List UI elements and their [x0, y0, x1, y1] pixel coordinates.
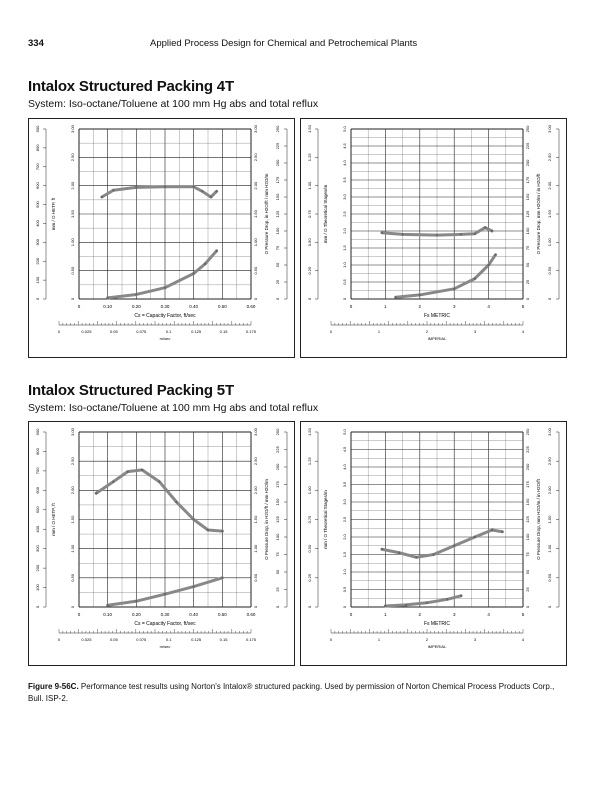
- c0-data-point: [106, 297, 108, 299]
- c0-y-left-tick-label: 1.00: [70, 238, 75, 247]
- chart-4t-cs: [28, 118, 295, 358]
- c3-y-left-tick-label: 2.5: [342, 516, 347, 523]
- c0-y-right-tick-label: 0.50: [253, 266, 258, 275]
- c1-y-mm-tick-label: 0: [307, 297, 312, 301]
- c1-y-right-tick-label: 225: [525, 142, 530, 150]
- c0-y-right-mm-tick-label: 75: [275, 245, 280, 251]
- c3-y-right-tick-label: 125: [525, 516, 530, 523]
- c3-x2-tick-label: 1: [377, 637, 381, 642]
- c1-series-pressure-drop-line: [396, 255, 496, 297]
- c2-y-mm-tick-label: 600: [35, 486, 40, 494]
- c0-x-tick-label: 0.20: [131, 304, 141, 309]
- c0-x-tick-label: 0.50: [217, 304, 227, 309]
- c2-y-mm-tick-label: 500: [35, 506, 40, 514]
- section-subtitle-4t: System: Iso-octane/Toluene at 100 mm Hg abs and total reflux: [28, 98, 319, 110]
- c1-y-left-tick-label: 2.5: [342, 211, 347, 217]
- c0-x-tick-label: 0.30: [160, 304, 170, 309]
- c2-y-mm-tick-label: 200: [35, 564, 40, 572]
- c2-x2-tick-label: 0.05: [109, 637, 118, 642]
- c1-x-tick-label: 0: [349, 304, 353, 309]
- c1-x2-tick-label: 3: [473, 329, 477, 334]
- c0-y-left-tick-label: 1.50: [70, 210, 75, 218]
- c1-y-left-label: mm / O Theoretical Stages/m: [323, 184, 328, 244]
- c1-y-right-tick-label: 0: [525, 297, 530, 301]
- c1-data-point: [453, 288, 455, 290]
- c0-y-right-mm-tick-label: 225: [275, 142, 280, 150]
- c3-y-mm-tick-label: 1.50: [307, 428, 312, 436]
- c1-y-left-tick-label: 2.0: [342, 228, 347, 234]
- c3-y-right-mm-tick-label: 3.00: [547, 428, 552, 436]
- c1-y-left-tick-label: 1.0: [342, 262, 347, 268]
- c2-x-label: Cs = Capacity Factor, ft/sec: [134, 621, 196, 627]
- c2-y-left-tick-label: 1.00: [70, 544, 75, 553]
- c2-data-point: [141, 469, 143, 471]
- c3-y-right-mm-tick-label: 1.50: [547, 515, 552, 524]
- c1-y-left-tick-label: 1.5: [342, 245, 347, 251]
- c3-y-left-tick-label: 2.0: [342, 534, 347, 540]
- c3-x-tick-label: 5: [521, 612, 525, 617]
- c2-data-point: [192, 518, 194, 520]
- c1-y-right-tick-label: 100: [525, 227, 530, 235]
- c0-y-left-tick-label: 0: [70, 297, 75, 301]
- c2-x-tick-label: 0.40: [189, 612, 199, 617]
- c2-data-point: [112, 480, 114, 482]
- c1-y-right-tick-label: 125: [525, 210, 530, 218]
- chart-5t-cs-svg: [29, 422, 294, 665]
- c2-y-right-mm-tick-label: 25: [275, 587, 280, 592]
- c2-x-tick-label: 0.30: [160, 612, 170, 617]
- c0-y-mm-tick-label: 100: [35, 276, 40, 284]
- c2-y-right-mm-tick-label: 0: [275, 605, 280, 609]
- c2-y-right-mm-tick-label: 50: [275, 569, 280, 575]
- c0-y-left-tick-label: 3.00: [70, 125, 75, 133]
- c0-data-point: [192, 186, 194, 188]
- c1-x-tick-label: 3: [452, 304, 456, 309]
- chart-5t-cs: [28, 421, 295, 666]
- c0-y-right-tick-label: 3.00: [253, 125, 258, 133]
- c3-y-left-label: mm / O Theoretical Stages/m: [323, 490, 328, 549]
- c1-x2-tick-label: 1: [377, 329, 381, 334]
- c0-x2-label: m/sec: [159, 336, 171, 341]
- c2-x2-tick-label: 0.025: [81, 637, 92, 642]
- c1-data-point: [419, 294, 421, 296]
- c3-x-tick-label: 1: [384, 612, 387, 617]
- section-subtitle-5t: System: Iso-octane/Toluene at 100 mm Hg abs and total reflux: [28, 402, 319, 414]
- c0-x-label: Cs = Capacity Factor, ft/sec: [134, 313, 196, 319]
- c2-y-left-tick-label: 2.50: [70, 457, 75, 466]
- c3-data-point: [415, 556, 417, 558]
- c3-y-right-tick-label: 200: [525, 463, 530, 471]
- c1-data-point: [484, 226, 486, 228]
- c0-data-point: [135, 186, 137, 188]
- c1-data-point: [395, 296, 397, 298]
- c3-y-right-tick-label: 175: [525, 481, 530, 488]
- c2-y-right-mm-tick-label: 150: [275, 498, 280, 506]
- c1-y-right-tick-label: 200: [525, 159, 530, 167]
- c0-x2-tick-label: 0.05: [109, 329, 118, 334]
- c1-y-mm-tick-label: 0.25: [307, 266, 312, 275]
- c1-y-right-tick-label: 25: [525, 279, 530, 285]
- c2-x-tick-label: 0.50: [217, 612, 227, 617]
- c1-x2-label: IMPERIAL: [427, 336, 447, 341]
- c3-y-right-tick-label: 250: [525, 428, 530, 436]
- c1-data-point: [487, 264, 489, 266]
- c2-x2-label: m/sec: [159, 644, 171, 649]
- c2-y-right-tick-label: 1.00: [253, 544, 258, 553]
- c0-y-right-mm-tick-label: 50: [275, 262, 280, 268]
- c0-series-pressure-drop-line: [108, 251, 217, 298]
- c0-y-right-mm-tick-label: 0: [275, 297, 280, 301]
- chart-4t-cs-svg: [29, 119, 294, 357]
- page-header: [0, 38, 600, 52]
- c2-y-mm-tick-label: 400: [35, 525, 40, 533]
- c0-series-primary-line: [102, 187, 217, 197]
- c3-y-right-tick-label: 75: [525, 552, 530, 557]
- c3-y-left-tick-label: 1.0: [342, 569, 347, 575]
- chart-5t-fs: [300, 421, 567, 666]
- c1-y-left-tick-label: 3.0: [342, 194, 347, 200]
- c3-y-left-tick-label: 0.5: [342, 586, 347, 593]
- c2-y-mm-tick-label: 0: [35, 605, 40, 609]
- c0-x2-tick-label: 0.15: [219, 329, 228, 334]
- c2-y-right-tick-label: 0.50: [253, 573, 258, 582]
- c1-y-left-tick-label: 4.5: [342, 143, 347, 149]
- c1-x2-tick-label: 0: [329, 329, 333, 334]
- c3-y-right-mm-tick-label: 0.50: [547, 573, 552, 582]
- c0-y-mm-tick-label: 300: [35, 238, 40, 246]
- c3-y-right-tick-label: 50: [525, 569, 530, 575]
- c2-y-right-tick-label: 2.50: [253, 457, 258, 466]
- c2-y-right-mm-tick-label: 125: [275, 516, 280, 523]
- c3-y-left-tick-label: 3.0: [342, 499, 347, 505]
- c0-y-mm-tick-label: 0: [35, 297, 40, 301]
- c2-x2-tick-label: 0.075: [136, 637, 147, 642]
- c0-y-mm-tick-label: 600: [35, 182, 40, 190]
- c2-y-right-mm-tick-label: 250: [275, 428, 280, 436]
- c2-x-tick-label: 0: [77, 612, 81, 617]
- c2-y-left-tick-label: 0.50: [70, 573, 75, 582]
- c2-data-point: [192, 585, 194, 587]
- c3-data-point: [446, 598, 448, 600]
- c3-y-mm-tick-label: 0.50: [307, 544, 312, 553]
- c1-x-label: Fs METRIC: [423, 313, 451, 319]
- c2-y-mm-tick-label: 800: [35, 448, 40, 455]
- c0-data-point: [112, 189, 114, 191]
- c0-y-mm-tick-label: 500: [35, 201, 40, 208]
- c0-y-right-label: O Pressure Drop, in H2O/ft / mm H2O/m: [264, 173, 269, 255]
- c3-x2-tick-label: 3: [473, 637, 477, 642]
- c1-x2-tick-label: 4: [521, 329, 525, 334]
- c0-y-right-mm-tick-label: 25: [275, 279, 280, 285]
- c3-data-point: [491, 529, 493, 531]
- c2-x2-tick-label: 0.1: [165, 637, 172, 642]
- c3-y-left-tick-label: 4.0: [342, 464, 347, 470]
- c0-x-tick-label: 0: [77, 304, 81, 309]
- section-title-4t: Intalox Structured Packing 4T: [28, 78, 234, 95]
- c0-data-point: [101, 196, 103, 198]
- c3-data-point: [384, 605, 386, 607]
- c2-data-point: [164, 593, 166, 595]
- c1-x-tick-label: 2: [418, 304, 422, 309]
- c1-x-tick-label: 4: [487, 304, 490, 309]
- c1-data-point: [381, 232, 383, 234]
- c3-y-left-tick-label: 3.5: [342, 481, 347, 488]
- c0-x2-tick-label: 0.1: [165, 329, 172, 334]
- c2-y-right-tick-label: 2.00: [253, 486, 258, 495]
- c0-y-right-tick-label: 1.00: [253, 238, 258, 247]
- c0-y-right-mm-tick-label: 125: [275, 210, 280, 218]
- c3-y-right-mm-tick-label: 2.00: [547, 486, 552, 495]
- c0-y-right-mm-tick-label: 250: [275, 125, 280, 133]
- c3-y-mm-tick-label: 1.00: [307, 486, 312, 495]
- c2-y-right-mm-tick-label: 200: [275, 463, 280, 471]
- c2-x-tick-label: 0.10: [103, 612, 113, 617]
- c2-y-left-tick-label: 3.00: [70, 428, 75, 436]
- c1-data-point: [491, 230, 493, 232]
- c1-data-point: [494, 254, 496, 256]
- c3-y-left-tick-label: 0: [342, 605, 347, 609]
- c3-y-right-mm-tick-label: 2.50: [547, 457, 552, 466]
- c2-x2-tick-label: 0: [57, 637, 61, 642]
- c3-series-pressure-drop-line: [385, 596, 461, 606]
- figure-caption: [28, 681, 568, 705]
- c0-data-point: [201, 190, 203, 192]
- c2-y-mm-tick-label: 700: [35, 467, 40, 475]
- c0-y-mm-tick-label: 800: [35, 144, 40, 152]
- c3-data-point: [432, 553, 434, 555]
- c1-data-point: [460, 233, 462, 235]
- c0-y-mm-tick-label: 900: [35, 125, 40, 133]
- c2-data-point: [175, 501, 177, 503]
- c0-data-point: [135, 293, 137, 295]
- c1-y-right-mm-tick-label: 1.00: [547, 238, 552, 247]
- c0-y-mm-tick-label: 700: [35, 163, 40, 171]
- c3-x2-tick-label: 4: [521, 637, 525, 642]
- c3-x2-tick-label: 0: [329, 637, 333, 642]
- c2-y-mm-tick-label: 100: [35, 584, 40, 591]
- c2-y-mm-tick-label: 900: [35, 428, 40, 436]
- c3-y-mm-tick-label: 1.25: [307, 457, 312, 466]
- c2-data-point: [207, 529, 209, 531]
- chart-5t-fs-svg: [301, 422, 566, 665]
- c0-y-right-tick-label: 2.00: [253, 181, 258, 190]
- c1-y-mm-tick-label: 1.00: [307, 181, 312, 190]
- c0-x-tick-label: 0.60: [246, 304, 256, 309]
- c3-y-right-tick-label: 0: [525, 605, 530, 609]
- c2-data-point: [221, 577, 223, 579]
- chart-4t-fs-svg: [301, 119, 566, 357]
- c0-x2-tick-label: 0.175: [245, 329, 257, 334]
- c0-x2-tick-label: 0.025: [81, 329, 92, 334]
- c1-x-tick-label: 5: [521, 304, 525, 309]
- c3-y-left-tick-label: 4.5: [342, 446, 347, 453]
- c2-data-point: [221, 530, 223, 532]
- c2-y-left-tick-label: 1.50: [70, 515, 75, 524]
- c1-y-right-label: O Pressure Drop, mm H2O/m / in H2O/ft: [536, 173, 541, 255]
- c3-data-point: [501, 531, 503, 533]
- c0-y-right-mm-tick-label: 200: [275, 159, 280, 167]
- c3-y-right-tick-label: 100: [525, 533, 530, 541]
- c3-data-point: [474, 536, 476, 538]
- c2-data-point: [135, 600, 137, 602]
- c1-y-right-tick-label: 150: [525, 193, 530, 201]
- c1-y-right-tick-label: 50: [525, 262, 530, 268]
- c2-data-point: [127, 470, 129, 472]
- c3-x-tick-label: 4: [487, 612, 490, 617]
- c2-x-tick-label: 0.20: [131, 612, 141, 617]
- c0-y-left-label: mm / O HETP, ft: [51, 197, 56, 231]
- c1-y-right-mm-tick-label: 0.50: [547, 266, 552, 275]
- c1-y-mm-tick-label: 0.50: [307, 238, 312, 247]
- c1-y-right-tick-label: 175: [525, 176, 530, 184]
- c2-y-right-tick-label: 1.50: [253, 515, 258, 524]
- c0-y-left-tick-label: 0.50: [70, 266, 75, 275]
- c0-x2-tick-label: 0.125: [191, 329, 202, 334]
- c1-y-mm-tick-label: 0.75: [307, 210, 312, 218]
- c3-y-mm-tick-label: 0.25: [307, 573, 312, 582]
- chart-4t-fs: [300, 118, 567, 358]
- c3-y-right-mm-tick-label: 0: [547, 605, 552, 609]
- c1-y-left-tick-label: 3.5: [342, 177, 347, 183]
- c2-y-right-tick-label: 3.00: [253, 428, 258, 436]
- c1-y-left-tick-label: 0.5: [342, 279, 347, 285]
- figure-label: Figure 9-56C.: [28, 682, 79, 691]
- c3-data-point: [398, 552, 400, 554]
- c3-data-point: [460, 595, 462, 597]
- c0-x2-tick-label: 0.075: [136, 329, 147, 334]
- c3-data-point: [453, 545, 455, 547]
- c2-y-right-mm-tick-label: 75: [275, 552, 280, 557]
- figure-caption-text: Performance test results using Norton's Intalox® structured packing. Used by permission of Norton Chemical Process Products Corp., Bull. ISP-2.: [28, 682, 555, 703]
- c0-data-point: [204, 263, 206, 265]
- c1-y-right-mm-tick-label: 2.50: [547, 153, 552, 162]
- c2-data-point: [106, 604, 108, 606]
- c2-x2-tick-label: 0.175: [245, 637, 257, 642]
- page-number: 334: [28, 38, 44, 49]
- c0-y-right-mm-tick-label: 100: [275, 227, 280, 235]
- c0-data-point: [164, 186, 166, 188]
- c1-y-left-tick-label: 4.0: [342, 160, 347, 166]
- c1-x-tick-label: 1: [384, 304, 387, 309]
- c1-y-right-mm-tick-label: 3.00: [547, 125, 552, 133]
- c0-y-right-tick-label: 2.50: [253, 153, 258, 162]
- c0-data-point: [192, 272, 194, 274]
- c0-x-tick-label: 0.40: [189, 304, 199, 309]
- c3-x2-tick-label: 2: [425, 637, 429, 642]
- c0-y-right-mm-tick-label: 150: [275, 193, 280, 201]
- c2-y-right-mm-tick-label: 175: [275, 481, 280, 488]
- c1-y-right-tick-label: 250: [525, 125, 530, 133]
- c2-data-point: [158, 480, 160, 482]
- c3-y-right-mm-tick-label: 1.00: [547, 544, 552, 553]
- c0-data-point: [164, 286, 166, 288]
- c2-x-tick-label: 0.60: [246, 612, 256, 617]
- c3-y-left-tick-label: 1.5: [342, 551, 347, 558]
- running-title: Applied Process Design for Chemical and Petrochemical Plants: [150, 38, 418, 49]
- c0-x2-tick-label: 0: [57, 329, 61, 334]
- c2-x2-tick-label: 0.15: [219, 637, 228, 642]
- c2-y-right-mm-tick-label: 225: [275, 446, 280, 453]
- c3-y-mm-tick-label: 0.75: [307, 515, 312, 524]
- c2-x2-tick-label: 0.125: [191, 637, 202, 642]
- c3-x-tick-label: 3: [452, 612, 456, 617]
- c1-y-right-mm-tick-label: 1.50: [547, 210, 552, 218]
- c0-data-point: [215, 190, 217, 192]
- c3-y-mm-tick-label: 0: [307, 605, 312, 609]
- c3-y-right-tick-label: 150: [525, 498, 530, 506]
- c1-y-left-tick-label: 5.0: [342, 126, 347, 132]
- c2-y-mm-tick-label: 300: [35, 545, 40, 553]
- c3-data-point: [381, 548, 383, 550]
- c0-data-point: [215, 250, 217, 252]
- c2-y-right-tick-label: 0: [253, 605, 258, 609]
- c2-y-right-mm-tick-label: 100: [275, 533, 280, 541]
- c2-y-left-tick-label: 0: [70, 605, 75, 609]
- c1-data-point: [436, 234, 438, 236]
- c1-y-mm-tick-label: 1.50: [307, 125, 312, 133]
- c3-x-label: Fs METRIC: [423, 621, 451, 627]
- c1-y-right-mm-tick-label: 2.00: [547, 181, 552, 190]
- c0-y-right-tick-label: 0: [253, 297, 258, 301]
- c3-y-right-label: O Pressure Drop, mm H2O/m / in H2O/ft: [536, 479, 541, 560]
- c3-y-left-tick-label: 5.0: [342, 429, 347, 435]
- c3-x-tick-label: 0: [349, 612, 353, 617]
- c2-series-primary-line: [96, 470, 222, 531]
- c0-y-left-tick-label: 2.50: [70, 153, 75, 162]
- c1-y-left-tick-label: 0: [342, 297, 347, 301]
- c2-data-point: [95, 492, 97, 494]
- c2-y-left-tick-label: 2.00: [70, 486, 75, 495]
- c1-y-right-tick-label: 75: [525, 245, 530, 251]
- c0-y-left-tick-label: 2.00: [70, 181, 75, 190]
- c1-data-point: [474, 233, 476, 235]
- c1-y-right-mm-tick-label: 0: [547, 297, 552, 301]
- c3-x-tick-label: 2: [418, 612, 422, 617]
- c2-y-right-label: O Pressure Drop, in H2O/ft / mm H2O/m: [264, 479, 269, 560]
- c2-y-left-label: mm / O HETP, ft: [51, 503, 56, 536]
- c0-y-right-tick-label: 1.50: [253, 210, 258, 218]
- c1-data-point: [474, 277, 476, 279]
- c3-data-point: [425, 602, 427, 604]
- c3-y-right-tick-label: 25: [525, 587, 530, 592]
- c3-data-point: [405, 604, 407, 606]
- c1-y-mm-tick-label: 1.25: [307, 153, 312, 162]
- c1-data-point: [401, 233, 403, 235]
- c1-x2-tick-label: 2: [425, 329, 429, 334]
- c0-x-tick-label: 0.10: [103, 304, 113, 309]
- c3-y-right-tick-label: 225: [525, 446, 530, 453]
- c0-y-mm-tick-label: 200: [35, 257, 40, 265]
- c0-y-right-mm-tick-label: 175: [275, 176, 280, 184]
- c3-x2-label: IMPERIAL: [427, 644, 447, 649]
- c0-y-mm-tick-label: 400: [35, 220, 40, 227]
- c0-data-point: [210, 196, 212, 198]
- section-title-5t: Intalox Structured Packing 5T: [28, 382, 234, 399]
